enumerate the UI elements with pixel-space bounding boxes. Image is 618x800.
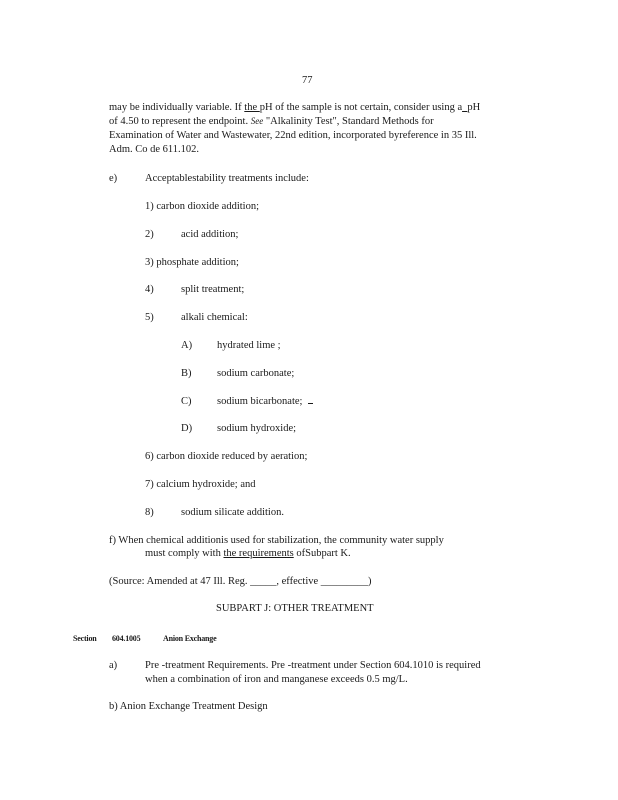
list-item-text: acid addition; <box>181 229 239 240</box>
list-item: 7) calcium hydroxide; and <box>145 479 256 490</box>
intro-line-1: may be individually variable. If the pH of the sample is not certain, consider using a_pH <box>109 102 481 113</box>
intro-line-3: Examination of Water and Wastewater, 22nd edition, incorporated byreference in 35 Ill. <box>109 130 477 141</box>
sublist-item-label: A) <box>181 340 193 351</box>
list-item-label: 8) <box>145 507 154 518</box>
sublist-item-text: hydrated lime ; <box>217 340 281 351</box>
sublist-item-label: C) <box>181 396 192 407</box>
sublist-item-label: B) <box>181 368 192 379</box>
item-e-label: e) <box>109 173 118 184</box>
item-e-text: Acceptablestability treatments include: <box>145 173 309 184</box>
section-title: Anion Exchange <box>163 634 217 643</box>
item-f-line-1: f) When chemical additionis used for stabilization, the community water supply <box>109 535 444 546</box>
intro-line-4: Adm. Co de 611.102. <box>109 144 200 155</box>
item-b: b) Anion Exchange Treatment Design <box>109 701 268 712</box>
item-f-line-2: must comply with the requirements ofSubpart K. <box>145 548 351 559</box>
section-number: 604.1005 <box>112 634 141 643</box>
section-word: Section <box>73 634 97 643</box>
list-item-text: alkali chemical: <box>181 312 248 323</box>
subpart-heading: SUBPART J: OTHER TREATMENT <box>216 603 374 614</box>
list-item: 3) phosphate addition; <box>145 257 239 268</box>
list-item: 1) carbon dioxide addition; <box>145 201 260 212</box>
intro-line-2: of 4.50 to represent the endpoint. See "Alkalinity Test", Standard Methods for <box>109 116 434 127</box>
list-item-label: 4) <box>145 284 154 295</box>
item-a-label: a) <box>109 660 118 671</box>
list-item-label: 2) <box>145 229 154 240</box>
item-a-line-1: Pre -treatment Requirements. Pre -treatment under Section 604.1010 is required <box>145 660 481 671</box>
sublist-item-text: sodium carbonate; <box>217 368 295 379</box>
item-a-line-2: when a combination of iron and manganese exceeds 0.5 mg/L. <box>145 674 408 685</box>
sublist-item-label: D) <box>181 423 193 434</box>
blank-underline <box>308 403 313 404</box>
sublist-item-text: sodium hydroxide; <box>217 423 297 434</box>
list-item-label: 5) <box>145 312 154 323</box>
page-number: 77 <box>302 75 313 86</box>
source-note: (Source: Amended at 47 Ill. Reg. _____, effective _________) <box>109 576 372 587</box>
list-item-text: split treatment; <box>181 284 245 295</box>
sublist-item-text: sodium bicarbonate; <box>217 395 313 408</box>
list-item-text: sodium silicate addition. <box>181 507 284 518</box>
list-item: 6) carbon dioxide reduced by aeration; <box>145 451 308 462</box>
